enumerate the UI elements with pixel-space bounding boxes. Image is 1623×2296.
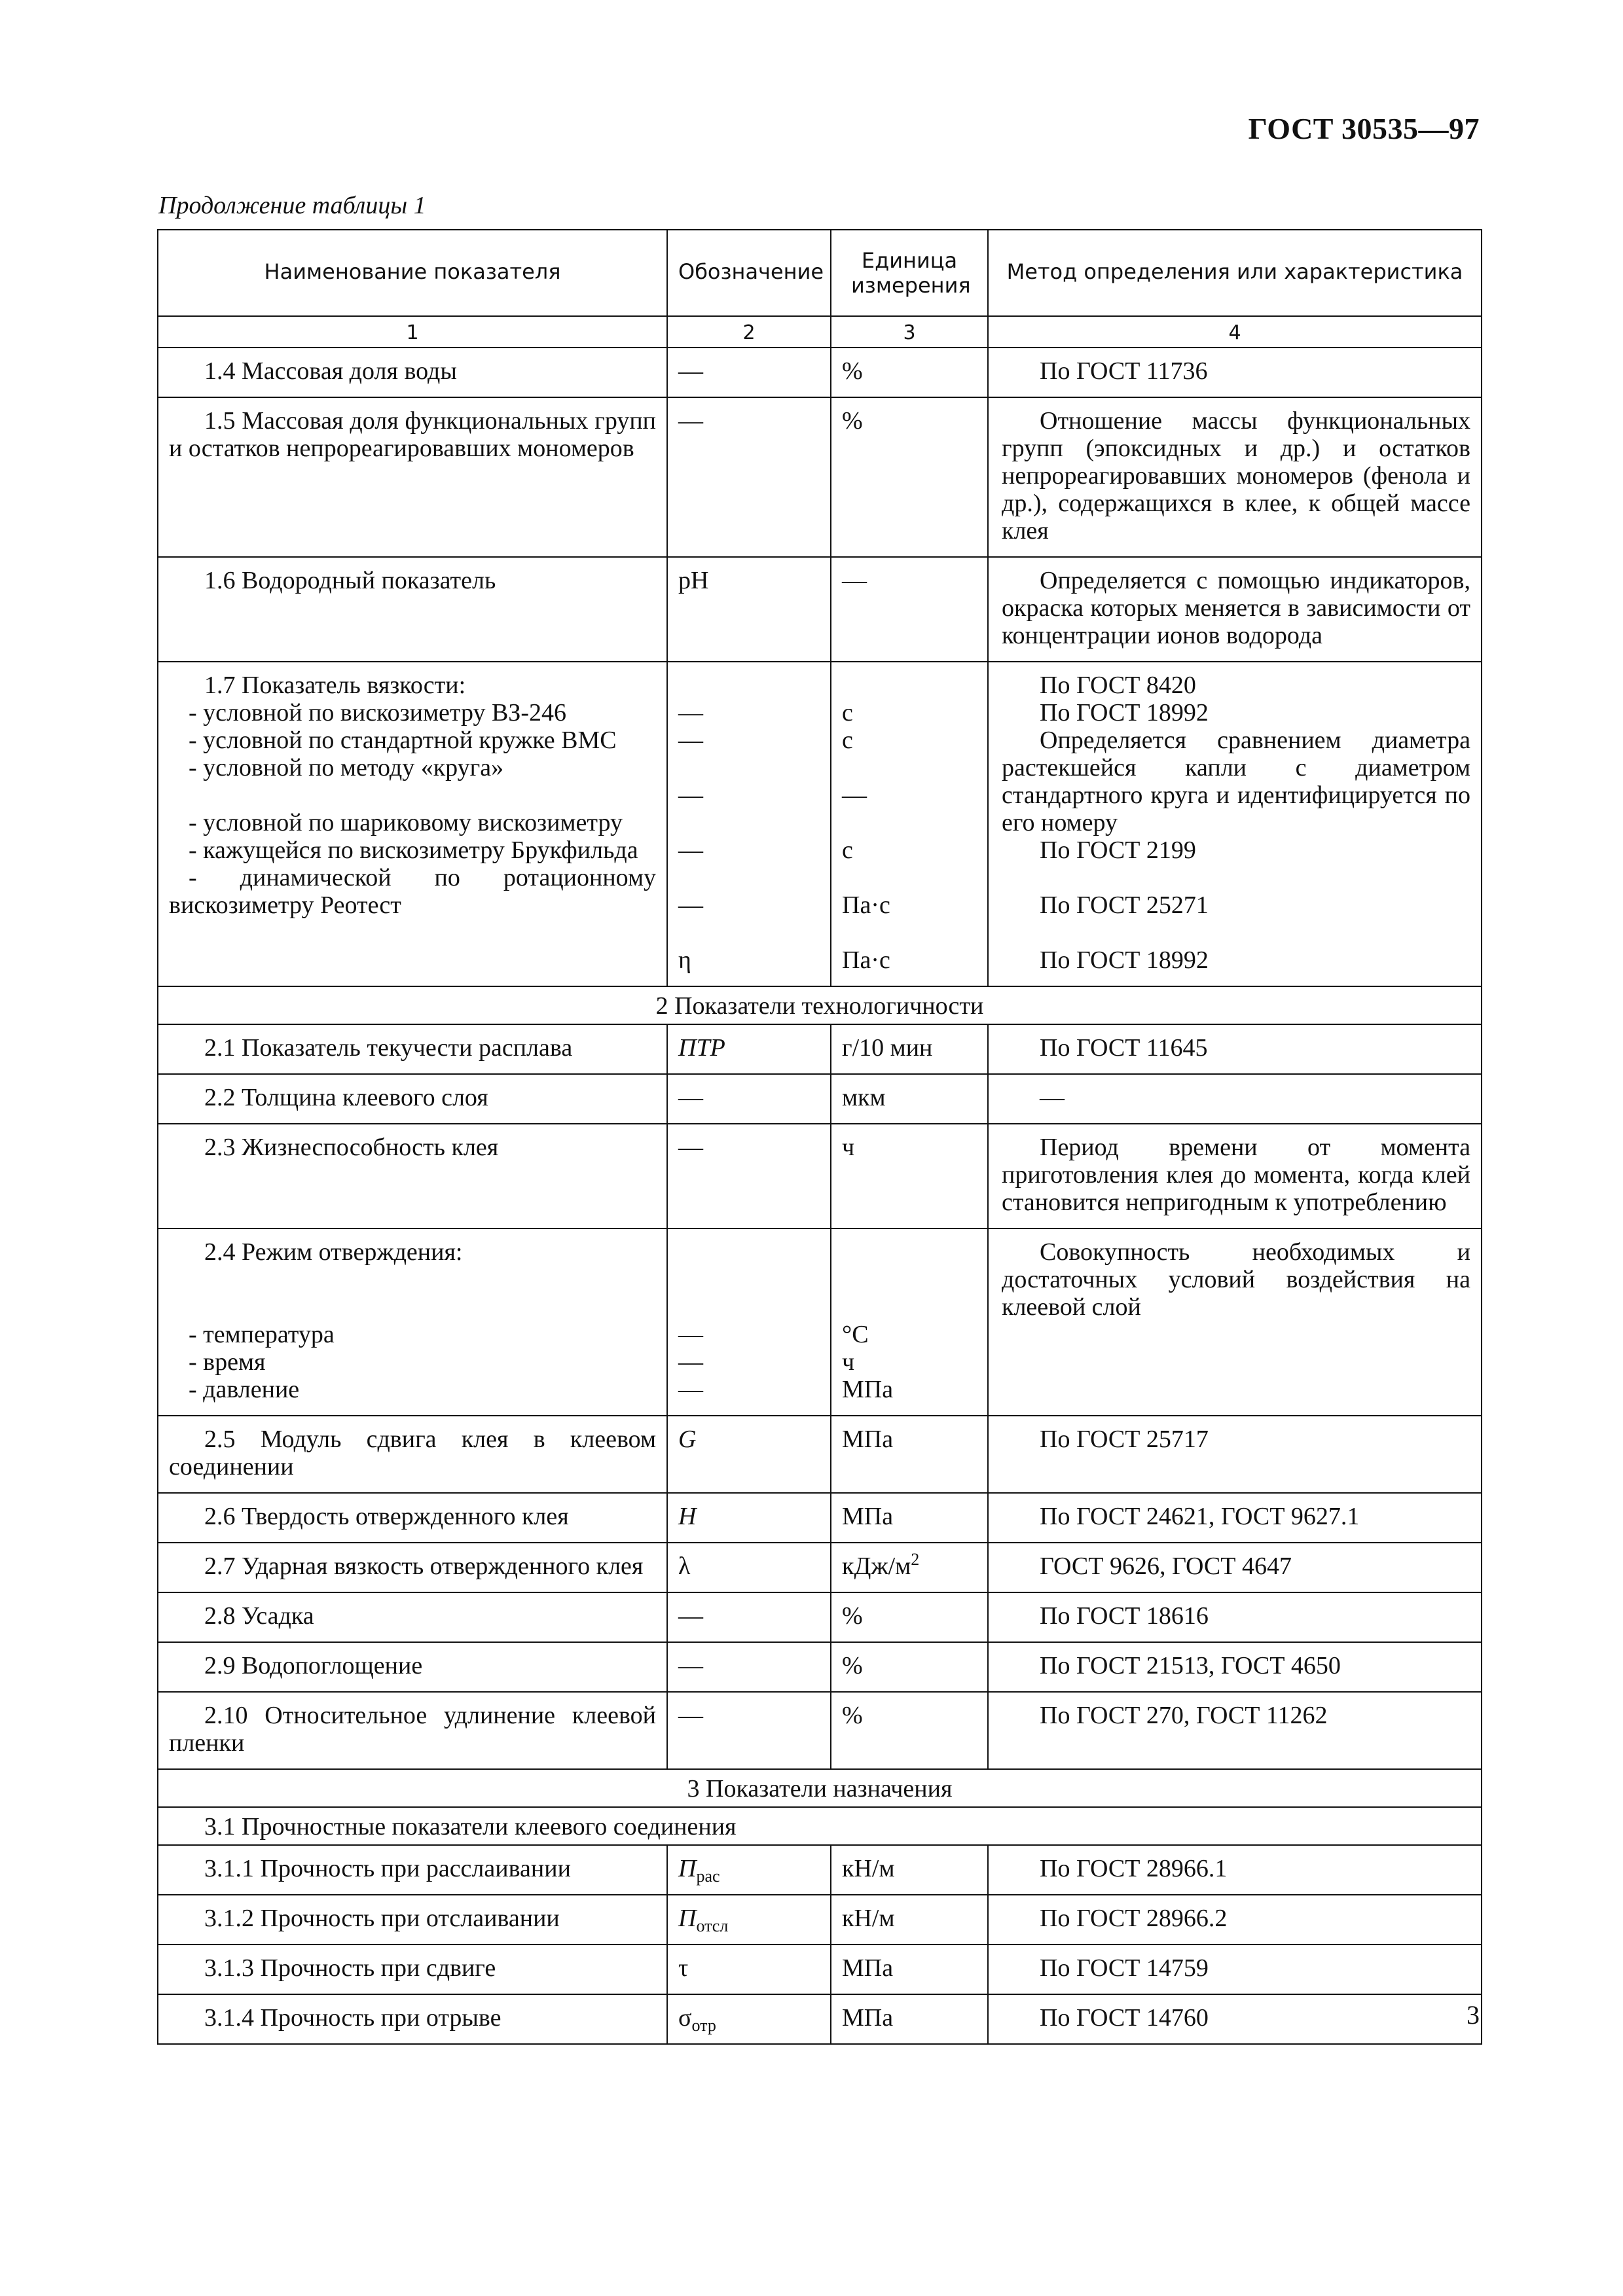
indicator-method: По ГОСТ 14759	[988, 1945, 1482, 1994]
indicator-name: 2.1 Показатель текучести расплава	[158, 1024, 667, 1074]
indicator-symbol: —	[667, 348, 831, 397]
indicator-method: По ГОСТ 8420 По ГОСТ 18992 Определяется сравнением диаметра растекшейся капли с диаметром стандартного круга и идентифицируется по его номеру По ГОСТ 2199 По ГОСТ 25271 По ГОСТ 18992	[988, 662, 1482, 986]
indicator-name: 2.4 Режим отверждения: - температура - время - давление	[158, 1229, 667, 1416]
indicator-unit: ч	[831, 1124, 988, 1229]
indicator-method: Определяется с помощью индикаторов, окраска которых меняется в зависимости от концентрации ионов водорода	[988, 557, 1482, 662]
indicator-symbol: λ	[667, 1543, 831, 1592]
section-title: 3 Показатели назначения	[158, 1769, 1482, 1807]
indicator-symbol: $П_{рас}$	[667, 1845, 831, 1895]
column-number: 2	[667, 316, 831, 348]
table-row	[158, 1807, 1482, 1845]
indicator-name: 1.5 Массовая доля функциональных групп и остатков непрореагировавших мономеров	[158, 397, 667, 557]
indicator-unit: —	[831, 557, 988, 662]
table-row	[158, 1124, 1482, 1229]
indicator-name: 3.1.2 Прочность при отслаивании	[158, 1895, 667, 1945]
indicator-method: По ГОСТ 28966.1	[988, 1845, 1482, 1895]
indicator-method: По ГОСТ 14760	[988, 1994, 1482, 2044]
page-number: 3	[1467, 2000, 1480, 2030]
indicator-method: По ГОСТ 25717	[988, 1416, 1482, 1493]
table-row	[158, 1994, 1482, 2044]
indicator-unit: °С ч МПа	[831, 1229, 988, 1416]
indicator-name: 1.7 Показатель вязкости: - условной по вискозиметру ВЗ-246 - условной по стандартной кружке ВМС - условной по методу «круга» - условной по шариковому вискозиметру - кажущейся по вискозиметру Брукфильда - динамической по ротационному вискозиметру Реотест	[158, 662, 667, 986]
indicator-name: 3.1.1 Прочность при расслаивании	[158, 1845, 667, 1895]
indicator-symbol: —	[667, 1692, 831, 1769]
indicator-symbol: $\sigma_{отр}$	[667, 1994, 831, 2044]
document-code: ГОСТ 30535—97	[1248, 112, 1480, 145]
table-row	[158, 1416, 1482, 1493]
table-row	[158, 662, 1482, 986]
table-row	[158, 397, 1482, 557]
indicator-unit: МПа	[831, 1994, 988, 2044]
indicator-method: По ГОСТ 28966.2	[988, 1895, 1482, 1945]
indicator-unit: %	[831, 1592, 988, 1642]
indicator-method: По ГОСТ 11645	[988, 1024, 1482, 1074]
indicator-method: По ГОСТ 21513, ГОСТ 4650	[988, 1642, 1482, 1692]
section-row	[158, 986, 1482, 1024]
indicator-name: 3.1.4 Прочность при отрыве	[158, 1994, 667, 2044]
table-row	[158, 1642, 1482, 1692]
indicator-symbol: pH	[667, 557, 831, 662]
indicator-symbol: — — —	[667, 1229, 831, 1416]
indicator-name: 1.4 Массовая доля воды	[158, 348, 667, 397]
table-row	[158, 1074, 1482, 1124]
table-row	[158, 1895, 1482, 1945]
table-caption: Продолжение таблицы 1	[158, 192, 426, 219]
table-row	[158, 1592, 1482, 1642]
indicator-method: По ГОСТ 18616	[988, 1592, 1482, 1642]
indicator-name: 1.6 Водородный показатель	[158, 557, 667, 662]
indicator-unit: мкм	[831, 1074, 988, 1124]
section-title: 2 Показатели технологичности	[158, 986, 1482, 1024]
column-header-name: Наименование показателя	[158, 230, 667, 316]
table-row	[158, 1493, 1482, 1543]
indicator-name: 2.5 Модуль сдвига клея в клеевом соединении	[158, 1416, 667, 1493]
column-header-unit: Единица измерения	[831, 230, 988, 316]
indicator-symbol: ПТР	[667, 1024, 831, 1074]
table-row	[158, 1692, 1482, 1769]
indicator-unit: МПа	[831, 1416, 988, 1493]
indicator-symbol: —	[667, 1124, 831, 1229]
indicator-symbol: τ	[667, 1945, 831, 1994]
indicator-unit: %	[831, 397, 988, 557]
indicator-symbol: — — — — — η	[667, 662, 831, 986]
indicator-method: По ГОСТ 270, ГОСТ 11262	[988, 1692, 1482, 1769]
indicator-name: 2.9 Водопоглощение	[158, 1642, 667, 1692]
table-row	[158, 1543, 1482, 1592]
indicator-name: 2.10 Относительное удлинение клеевой пленки	[158, 1692, 667, 1769]
table-header-row	[158, 230, 1482, 316]
section-row	[158, 1769, 1482, 1807]
column-number: 4	[988, 316, 1482, 348]
indicator-method: Отношение массы функциональных групп (эпоксидных и др.) и остатков непрореагировавших мономеров (фенола и др.), содержащихся в клее, к общей массе клея	[988, 397, 1482, 557]
indicator-unit: кН/м	[831, 1895, 988, 1945]
table-row	[158, 1945, 1482, 1994]
indicator-symbol: G	[667, 1416, 831, 1493]
indicator-group-name: 3.1 Прочностные показатели клеевого соединения	[158, 1807, 1482, 1845]
indicator-symbol: H	[667, 1493, 831, 1543]
table-row	[158, 348, 1482, 397]
indicator-symbol: —	[667, 397, 831, 557]
indicator-name: 3.1.3 Прочность при сдвиге	[158, 1945, 667, 1994]
indicator-symbol: —	[667, 1642, 831, 1692]
table-row	[158, 1845, 1482, 1895]
column-number: 1	[158, 316, 667, 348]
indicator-name: 2.8 Усадка	[158, 1592, 667, 1642]
indicator-method: Совокупность необходимых и достаточных условий воздействия на клеевой слой	[988, 1229, 1482, 1416]
column-number: 3	[831, 316, 988, 348]
indicator-unit: %	[831, 1692, 988, 1769]
table-row	[158, 1229, 1482, 1416]
indicator-symbol: —	[667, 1592, 831, 1642]
indicator-method: Период времени от момента приготовления клея до момента, когда клей становится непригодным к употреблению	[988, 1124, 1482, 1229]
indicator-name: 2.2 Толщина клеевого слоя	[158, 1074, 667, 1124]
indicator-unit: МПа	[831, 1945, 988, 1994]
indicator-unit: с с — с Па·с Па·с	[831, 662, 988, 986]
indicator-unit: кН/м	[831, 1845, 988, 1895]
indicators-table	[157, 229, 1482, 2045]
indicator-unit: кДж/$м^2$	[831, 1543, 988, 1592]
indicator-name: 2.3 Жизнеспособность клея	[158, 1124, 667, 1229]
indicator-name: 2.7 Ударная вязкость отвержденного клея	[158, 1543, 667, 1592]
indicator-unit: г/10 мин	[831, 1024, 988, 1074]
column-numbers-row	[158, 316, 1482, 348]
indicator-method: ГОСТ 9626, ГОСТ 4647	[988, 1543, 1482, 1592]
indicator-unit: %	[831, 348, 988, 397]
indicator-symbol: —	[667, 1074, 831, 1124]
indicator-unit: МПа	[831, 1493, 988, 1543]
indicator-method: —	[988, 1074, 1482, 1124]
indicator-unit: %	[831, 1642, 988, 1692]
table-row	[158, 557, 1482, 662]
indicator-method: По ГОСТ 24621, ГОСТ 9627.1	[988, 1493, 1482, 1543]
indicator-name: 2.6 Твердость отвержденного клея	[158, 1493, 667, 1543]
column-header-method: Метод определения или характеристика	[988, 230, 1482, 316]
indicator-symbol: $П_{отсл}$	[667, 1895, 831, 1945]
table-row	[158, 1024, 1482, 1074]
column-header-symbol: Обозначение	[667, 230, 831, 316]
indicator-method: По ГОСТ 11736	[988, 348, 1482, 397]
